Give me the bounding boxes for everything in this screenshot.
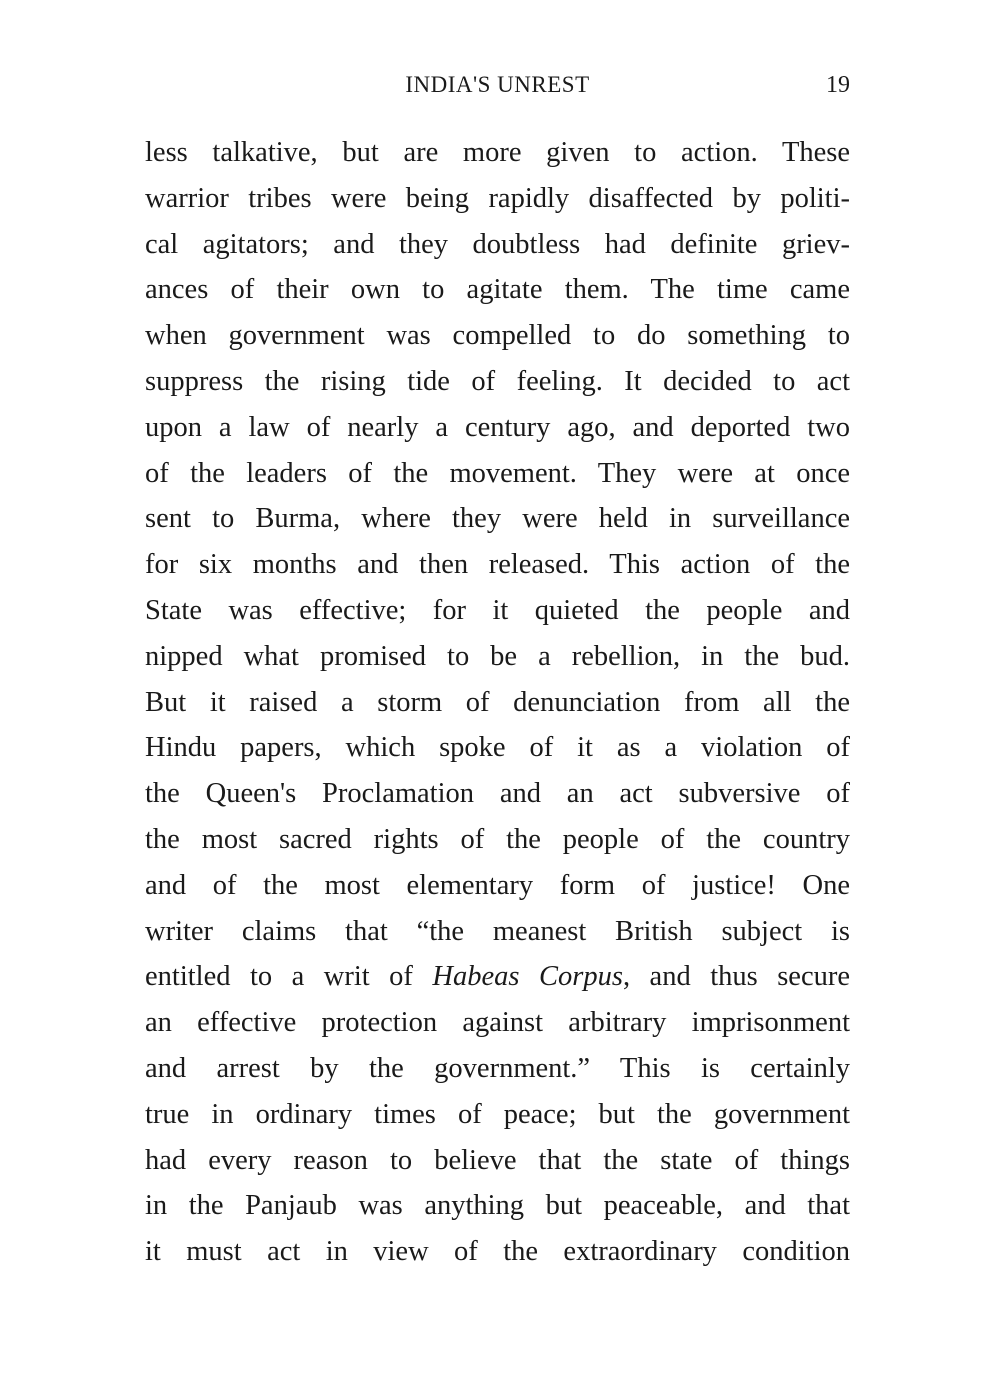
text-line: when government was compelled to do something to <box>145 320 850 352</box>
text-line: the Queen's Proclamation and an act subversive of <box>145 778 850 810</box>
text-line: an effective protection against arbitrary imprisonment <box>145 1007 850 1039</box>
text-line: upon a law of nearly a century ago, and deported two <box>145 411 850 443</box>
text-line: warrior tribes were being rapidly disaffected by politi- <box>145 182 850 214</box>
text-line: and arrest by the government.” This is certainly <box>145 1052 850 1084</box>
text-line: it must act in view of the extraordinary condition <box>145 1236 850 1268</box>
text-segment: , and thus secure <box>622 961 850 993</box>
text-line: in the Panjaub was anything but peaceable, and that <box>145 1190 850 1222</box>
text-line-with-italic <box>145 954 850 1000</box>
text-line: and of the most elementary form of justice! One <box>145 869 850 901</box>
text-line: sent to Burma, where they were held in surveillance <box>145 503 850 535</box>
text-line: nipped what promised to be a rebellion, in the bud. <box>145 640 850 672</box>
text-line: true in ordinary times of peace; but the government <box>145 1098 850 1130</box>
text-line: Hindu papers, which spoke of it as a violation of <box>145 732 850 764</box>
text-line: had every reason to believe that the state of things <box>145 1144 850 1176</box>
text-line: writer claims that “the meanest British subject is <box>145 915 850 947</box>
text-line: ances of their own to agitate them. The time came <box>145 274 850 306</box>
text-line: the most sacred rights of the people of the country <box>145 823 850 855</box>
text-line: less talkative, but are more given to action. These <box>145 137 850 168</box>
text-line: for six months and then released. This action of the <box>145 549 850 581</box>
text-line: But it raised a storm of denunciation from all the <box>145 686 850 718</box>
text-line: suppress the rising tide of feeling. It decided to act <box>145 365 850 397</box>
page-number: 19 <box>826 72 850 98</box>
text-line: State was effective; for it quieted the people and <box>145 594 850 626</box>
italic-term: Habeas Corpus <box>432 961 623 993</box>
text-segment: entitled to a writ of <box>145 961 433 993</box>
body-text <box>145 130 850 1275</box>
text-line: cal agitators; and they doubtless had definite griev- <box>145 228 850 260</box>
text-line: of the leaders of the movement. They were at once <box>145 457 850 489</box>
running-title: INDIA'S UNREST <box>405 72 590 97</box>
running-head <box>145 72 850 108</box>
